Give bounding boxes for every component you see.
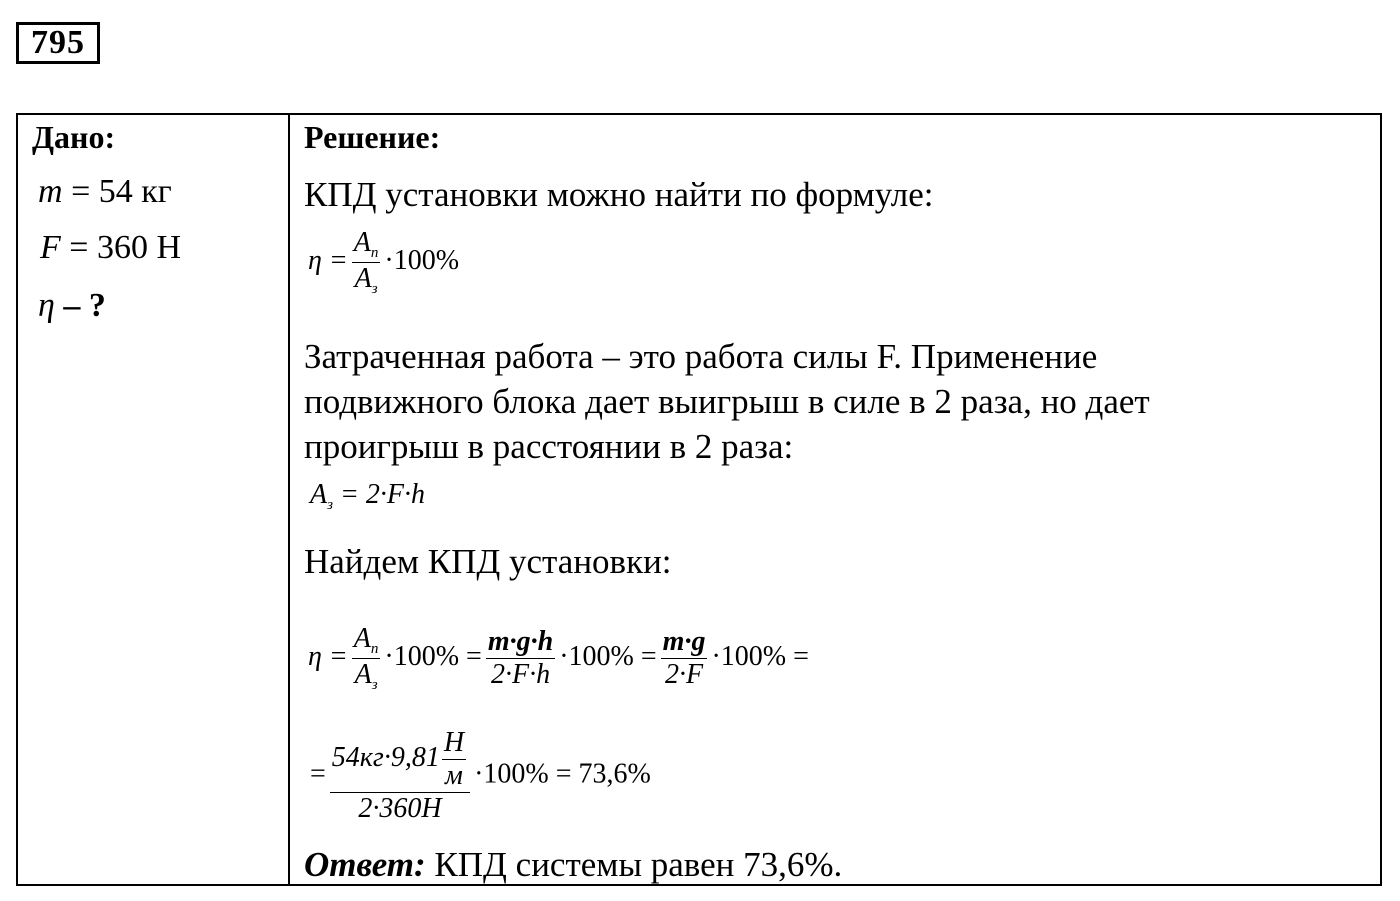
given-force: F = 360 Н bbox=[40, 229, 182, 266]
numeric-substitution: = 54кг·9,81 $\frac{Н}{м}$ 2·360Н ·100% = 73,6% bbox=[310, 727, 651, 824]
given-header: Дано: bbox=[32, 119, 116, 155]
given-unknown: η – ? bbox=[38, 287, 106, 324]
find-efficiency-text: Найдем КПД установки: bbox=[304, 542, 672, 581]
given-mass: m = 54 кг bbox=[38, 173, 172, 210]
paragraph-line-2: подвижного блока дает выигрыш в силе в 2 раза, но дает bbox=[304, 382, 1150, 421]
spent-work-formula: $A_з = 2\cdot F\cdot h$ bbox=[310, 479, 425, 513]
problem-number: 795 bbox=[16, 22, 100, 64]
column-divider bbox=[288, 115, 290, 884]
solution-intro: КПД установки можно найти по формуле: bbox=[304, 175, 934, 214]
efficiency-formula: η = $\frac{A_п}{A_з}$ ·100% bbox=[308, 227, 460, 297]
answer: Ответ: КПД системы равен 73,6%. bbox=[304, 845, 843, 884]
paragraph-line-3: проигрыш в расстоянии в 2 раза: bbox=[304, 427, 794, 466]
solution-table bbox=[16, 113, 1382, 886]
paragraph-line-1: Затраченная работа – это работа силы F. Применение bbox=[304, 337, 1098, 376]
fraction-useful-over-spent: $\frac{A_п}{A_з}$ bbox=[353, 227, 379, 297]
efficiency-derivation: η = $\frac{A_п}{A_з}$ ·100% = $\frac{m\cdot g\cdot h}{2\cdot F\cdot h}$ ·100% = $\frac{m\cdot g}{2\cdot F}$ ·100% = bbox=[308, 623, 809, 693]
solution-header: Решение: bbox=[304, 119, 441, 155]
